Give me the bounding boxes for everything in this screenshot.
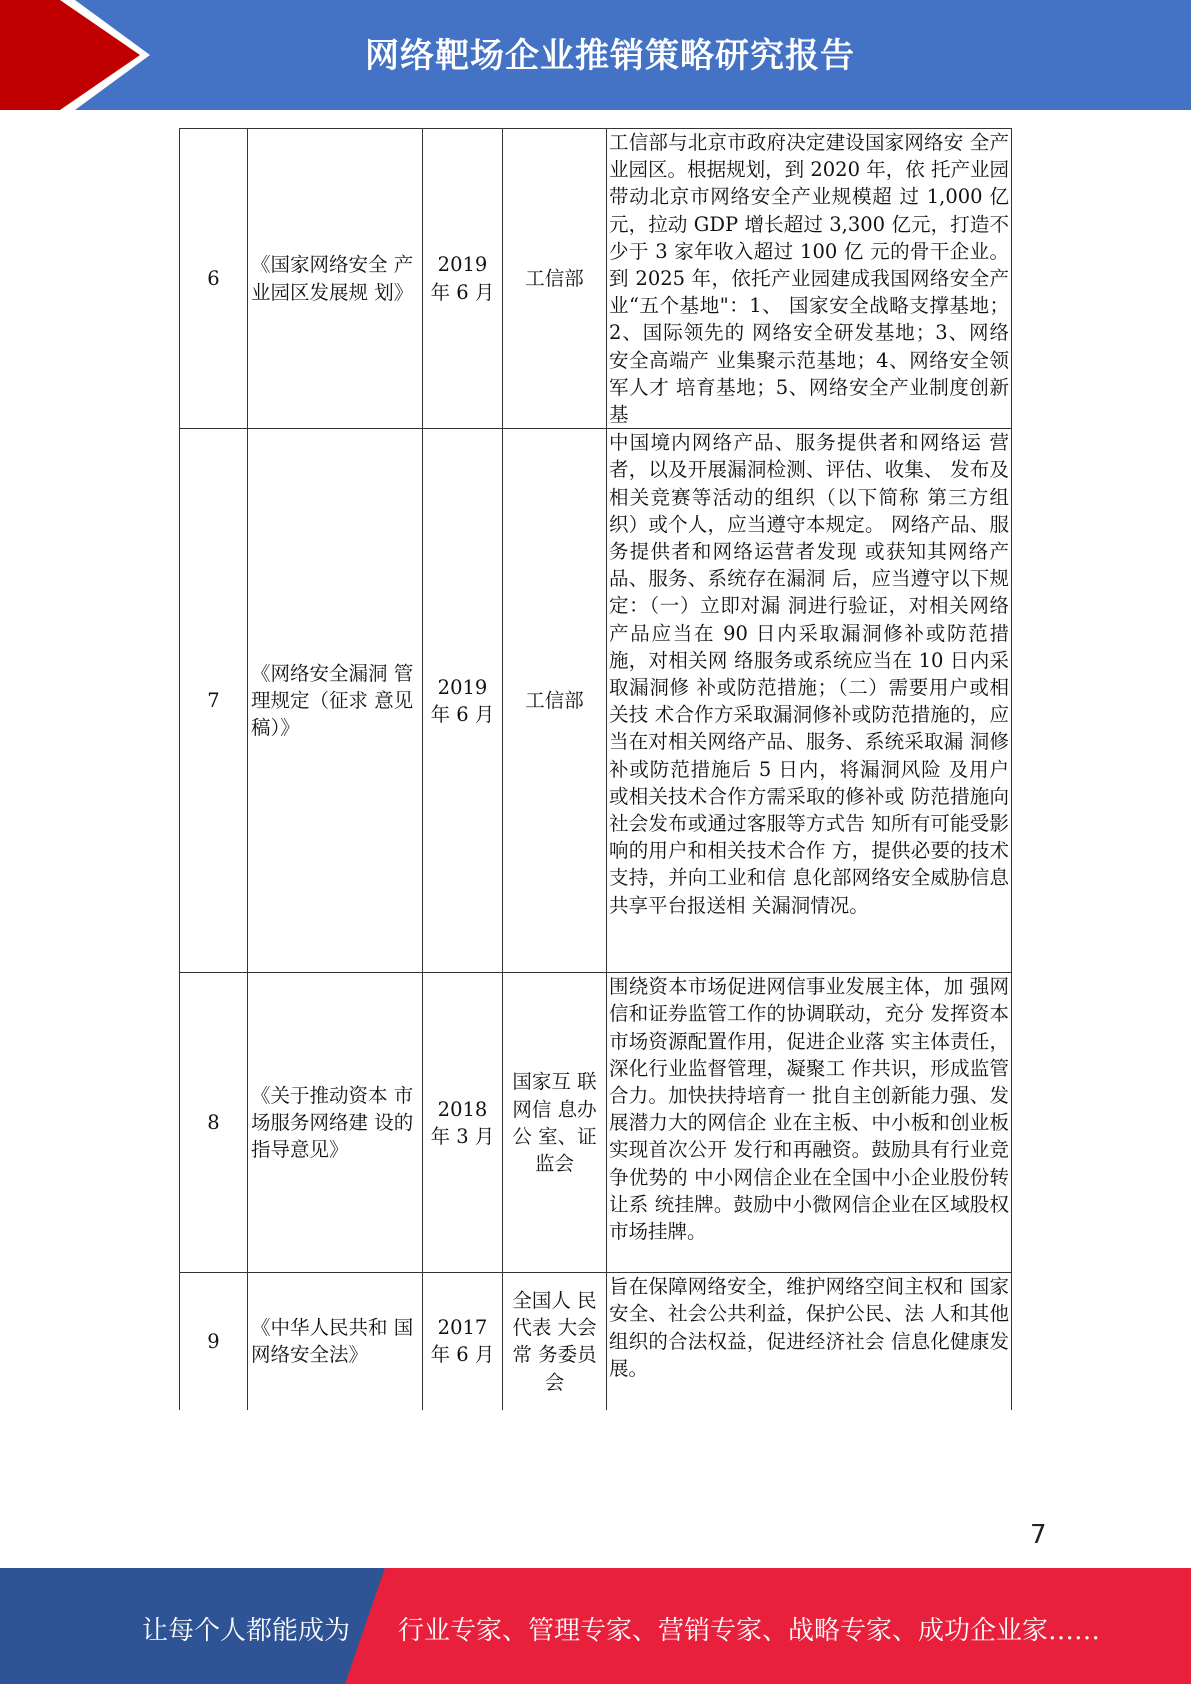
page-header xyxy=(0,0,1191,110)
footer-slogan-left: 让每个人都能成为 xyxy=(142,1616,351,1646)
policy-description: 工信部与北京市政府决定建设国家网络安 全产业园区。根据规划，到 2020 年，依 托产业园带动北京市网络安全产业规模超 过 1,000 亿元，拉动 GDP 增长超过 3,300 亿元，打造不少于 3 家年收入超过 100 亿 元的骨干企业。到 2025 年，依托产业园建成我国网络安全产业“五个基地"：1、 国家安全战略支撑基地；2、国际领先的 网络安全研发基地；3、网络安全高端产 业集聚示范基地；4、网络安全领军人才 培育基地；5、网络安全产业制度创新基 xyxy=(607,129,1012,429)
header-chevron-logo xyxy=(0,0,160,110)
table-row xyxy=(180,1273,1012,1410)
policy-date: 2019 年 6 月 xyxy=(423,129,503,429)
policy-date: 2017 年 6 月 xyxy=(423,1273,503,1410)
policy-department: 全国人 民代表 大会常 务委员 会 xyxy=(503,1273,607,1410)
policy-name: 《网络安全漏洞 管理规定（征求 意见稿）》 xyxy=(248,429,423,973)
table-row xyxy=(180,973,1012,1273)
table-row xyxy=(180,429,1012,973)
row-number: 8 xyxy=(180,973,248,1273)
policy-date: 2018 年 3 月 xyxy=(423,973,503,1273)
table-row xyxy=(180,129,1012,429)
policy-description: 围绕资本市场促进网信事业发展主体，加 强网信和证券监管工作的协调联动，充分 发挥资本市场资源配置作用，促进企业落 实主体责任，深化行业监督管理，凝聚工 作共识，形成监管合力。加快扶持培育一 批自主创新能力强、发展潜力大的网信企 业在主板、中小板和创业板实现首次公开 发行和再融资。鼓励具有行业竞争优势的 中小网信企业在全国中小企业股份转让系 统挂牌。鼓励中小微网信企业在区域股权 市场挂牌。 xyxy=(607,973,1012,1273)
footer-slogan-right: 行业专家、管理专家、营销专家、战略专家、成功企业家…… xyxy=(398,1616,1101,1646)
policy-department: 工信部 xyxy=(503,129,607,429)
policy-department: 国家互 联网信 息办公 室、证 监会 xyxy=(503,973,607,1273)
policy-description: 旨在保障网络安全，维护网络空间主权和 国家安全、社会公共利益，保护公民、法 人和其他组织的合法权益，促进经济社会 信息化健康发展。 xyxy=(607,1273,1012,1410)
policy-name: 《国家网络安全 产业园区发展规 划》 xyxy=(248,129,423,429)
row-number: 6 xyxy=(180,129,248,429)
policy-department: 工信部 xyxy=(503,429,607,973)
report-title: 网络靶场企业推销策略研究报告 xyxy=(365,36,855,76)
page-footer xyxy=(0,1568,1191,1684)
policy-name: 《关于推动资本 市场服务网络建 设的指导意见》 xyxy=(248,973,423,1273)
policy-name: 《中华人民共和 国网络安全法》 xyxy=(248,1273,423,1410)
policy-date: 2019 年 6 月 xyxy=(423,429,503,973)
policy-table xyxy=(179,128,1012,1410)
page-number: 7 xyxy=(1030,1520,1047,1550)
row-number: 7 xyxy=(180,429,248,973)
row-number: 9 xyxy=(180,1273,248,1410)
policy-description: 中国境内网络产品、服务提供者和网络运 营者，以及开展漏洞检测、评估、收集、 发布及相关竞赛等活动的组织（以下简称 第三方组织）或个人，应当遵守本规定。 网络产品、服务提供者和网络运营者发现 或获知其网络产品、服务、系统存在漏洞 后，应当遵守以下规定：（一）立即对漏 洞进行验证，对相关网络产品应当在 90 日内采取漏洞修补或防范措施，对相关网 络服务或系统应当在 10 日内采取漏洞修 补或防范措施；（二）需要用户或相关技 术合作方采取漏洞修补或防范措施的，应当在对相关网络产品、服务、系统采取漏 洞修补或防范措施后 5 日内，将漏洞风险 及用户或相关技术合作方需采取的修补或 防范措施向社会发布或通过客服等方式告 知所有可能受影响的用户和相关技术合作 方，提供必要的技术支持，并向工业和信 息化部网络安全威胁信息共享平台报送相 关漏洞情况。 xyxy=(607,429,1012,973)
